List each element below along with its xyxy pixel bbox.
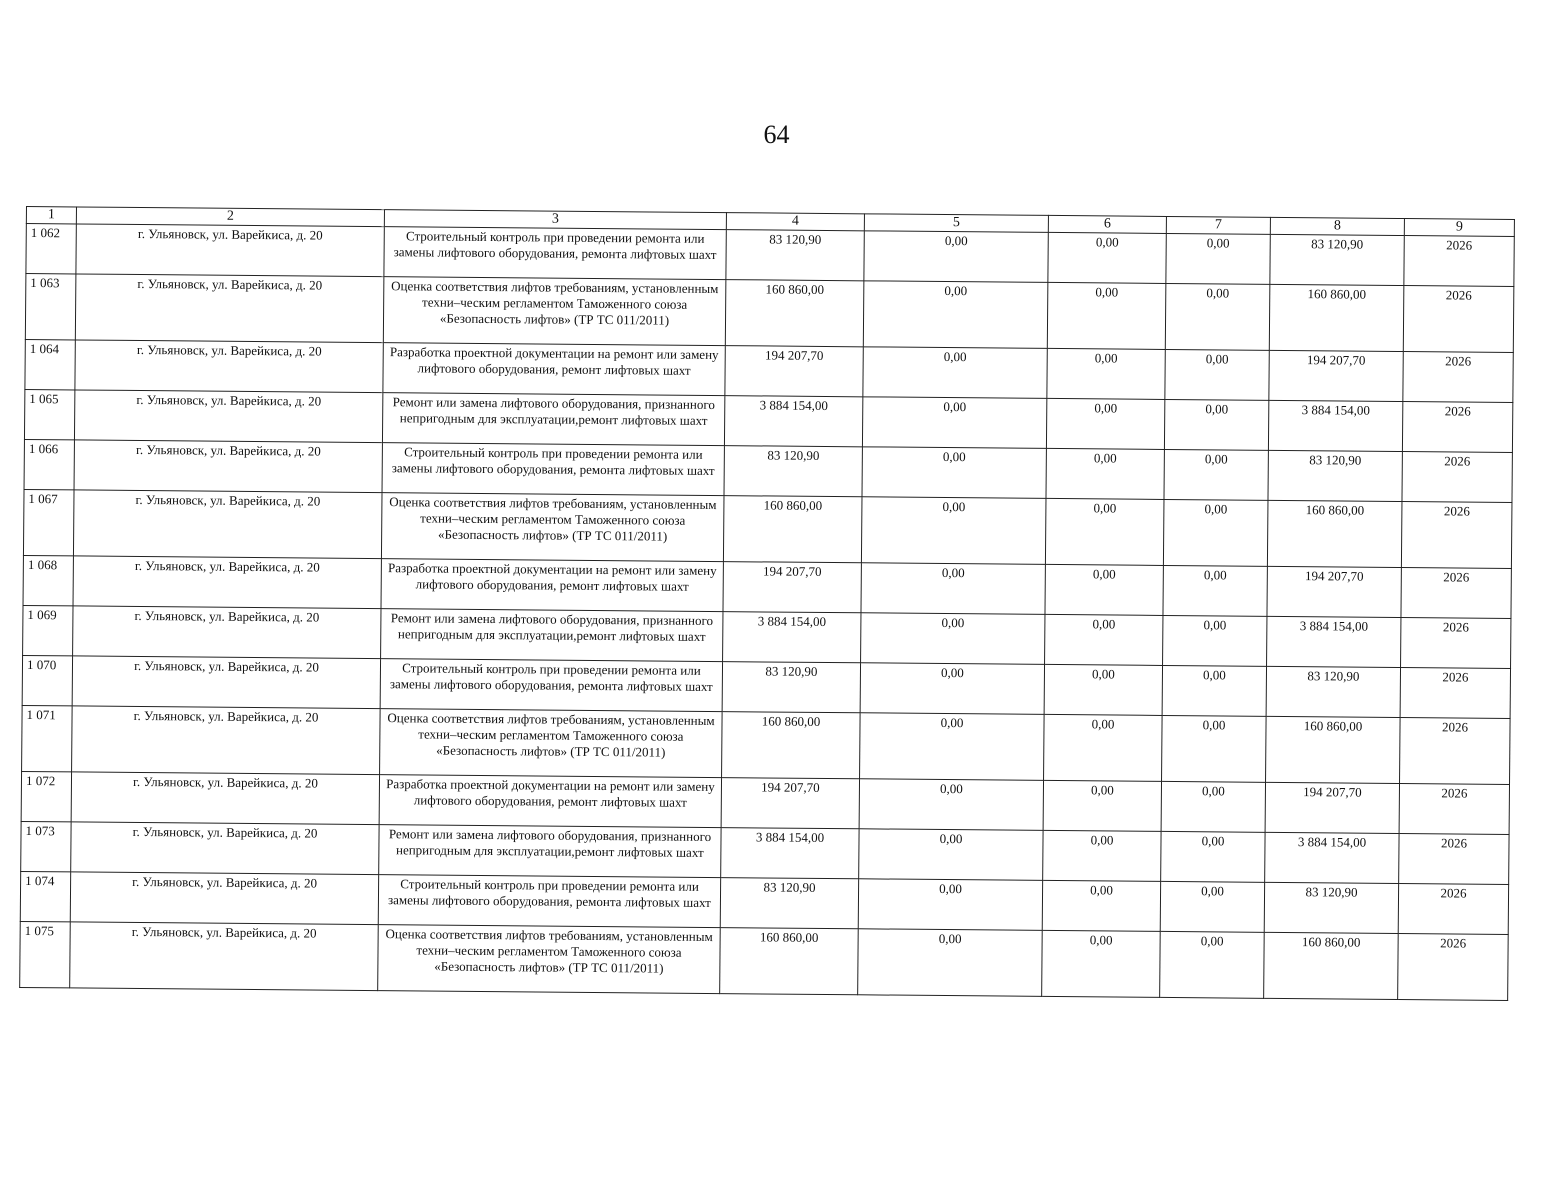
cell-year: 2026	[1401, 568, 1511, 619]
cell-address: г. Ульяновск, ул. Варейкиса, д. 20	[75, 340, 383, 393]
cell-number: 1 066	[24, 439, 74, 489]
cell-col-7: 0,00	[1161, 831, 1265, 882]
cell-address: г. Ульяновск, ул. Варейкиса, д. 20	[73, 606, 381, 659]
cell-address: г. Ульяновск, ул. Варейкиса, д. 20	[72, 656, 380, 709]
table-row	[20, 921, 1509, 1000]
cell-address: г. Ульяновск, ул. Варейкиса, д. 20	[74, 390, 382, 443]
cell-col-5: 0,00	[858, 879, 1042, 931]
cell-number: 1 074	[20, 871, 70, 921]
cell-col-5: 0,00	[862, 447, 1046, 499]
cell-address: г. Ульяновск, ул. Варейкиса, д. 20	[75, 274, 384, 343]
cell-col-5: 0,00	[859, 829, 1043, 881]
cell-col-4: 83 120,90	[724, 446, 862, 497]
cell-col-5: 0,00	[863, 281, 1048, 349]
cell-address: г. Ульяновск, ул. Варейкиса, д. 20	[72, 706, 381, 775]
cell-col-6: 0,00	[1043, 780, 1161, 831]
cell-col-4: 83 120,90	[720, 878, 858, 929]
cell-col-6: 0,00	[1046, 398, 1164, 449]
cell-year: 2026	[1402, 402, 1512, 453]
cell-col-5: 0,00	[859, 779, 1043, 831]
header-col-6: 6	[1048, 215, 1166, 233]
header-col-7: 7	[1166, 216, 1270, 234]
cell-col-8: 3 884 154,00	[1265, 832, 1399, 883]
cell-year: 2026	[1404, 236, 1514, 287]
cell-col-7: 0,00	[1166, 233, 1270, 284]
cell-col-6: 0,00	[1043, 830, 1161, 881]
cell-address: г. Ульяновск, ул. Варейкиса, д. 20	[70, 922, 379, 991]
cell-col-5: 0,00	[863, 347, 1047, 399]
header-col-5: 5	[864, 214, 1048, 233]
cell-year: 2026	[1400, 668, 1510, 719]
cell-col-8: 83 120,90	[1264, 882, 1398, 933]
header-col-8: 8	[1270, 217, 1404, 235]
cell-number: 1 071	[22, 705, 73, 771]
cell-address: г. Ульяновск, ул. Варейкиса, д. 20	[76, 224, 384, 277]
cell-work-description: Ремонт или замена лифтового оборудования, признанного непригодным для эксплуатации,ремонт лифтовых шахт	[382, 393, 724, 446]
cell-col-8: 83 120,90	[1270, 234, 1404, 285]
cell-year: 2026	[1399, 834, 1509, 885]
header-col-9: 9	[1404, 219, 1514, 237]
cell-col-4: 83 120,90	[726, 230, 864, 281]
cell-year: 2026	[1403, 286, 1514, 353]
cell-year: 2026	[1401, 618, 1511, 669]
cell-col-4: 194 207,70	[721, 778, 859, 829]
cell-work-description: Разработка проектной документации на ремонт или замену лифтового оборудования, ремонт лифтовых шахт	[379, 775, 721, 828]
cell-col-5: 0,00	[861, 497, 1046, 565]
cell-col-4: 160 860,00	[725, 280, 864, 347]
cell-col-4: 194 207,70	[723, 562, 861, 613]
cell-col-7: 0,00	[1161, 781, 1265, 832]
cell-year: 2026	[1401, 502, 1512, 569]
cell-col-6: 0,00	[1046, 448, 1164, 499]
cell-col-5: 0,00	[860, 663, 1044, 715]
cell-address: г. Ульяновск, ул. Варейкиса, д. 20	[71, 772, 379, 825]
table-body	[20, 224, 1515, 1001]
cell-col-8: 3 884 154,00	[1267, 616, 1401, 667]
cell-year: 2026	[1403, 352, 1513, 403]
cell-col-5: 0,00	[864, 231, 1048, 283]
header-col-3: 3	[384, 210, 726, 230]
cell-col-7: 0,00	[1163, 565, 1267, 616]
cell-work-description: Строительный контроль при проведении ремонта или замены лифтового оборудования, ремонта лифтовых шахт	[378, 875, 720, 928]
cell-col-6: 0,00	[1045, 614, 1163, 665]
cell-col-7: 0,00	[1162, 715, 1267, 782]
cell-number: 1 062	[26, 224, 76, 274]
cell-col-8: 160 860,00	[1264, 932, 1399, 999]
cell-col-6: 0,00	[1047, 282, 1166, 349]
cell-col-6: 0,00	[1047, 348, 1165, 399]
cell-col-7: 0,00	[1163, 615, 1267, 666]
cell-col-7: 0,00	[1160, 931, 1265, 998]
cell-col-6: 0,00	[1042, 880, 1160, 931]
cell-col-7: 0,00	[1164, 399, 1268, 450]
cell-col-6: 0,00	[1048, 232, 1166, 283]
cell-col-8: 160 860,00	[1267, 500, 1402, 567]
cell-work-description: Разработка проектной документации на ремонт или замену лифтового оборудования, ремонт лифтовых шахт	[381, 559, 723, 612]
cell-work-description: Разработка проектной документации на ремонт или замену лифтового оборудования, ремонт лифтовых шахт	[383, 343, 725, 396]
cell-col-5: 0,00	[862, 397, 1046, 449]
cell-col-4: 160 860,00	[723, 496, 862, 563]
cell-year: 2026	[1402, 452, 1512, 503]
cell-col-5: 0,00	[860, 713, 1045, 781]
cell-col-4: 3 884 154,00	[724, 396, 862, 447]
works-table	[19, 206, 1515, 1001]
cell-work-description: Строительный контроль при проведении ремонта или замены лифтового оборудования, ремонта лифтовых шахт	[380, 659, 722, 712]
cell-col-8: 194 207,70	[1267, 566, 1401, 617]
cell-col-8: 194 207,70	[1269, 350, 1403, 401]
cell-number: 1 072	[21, 771, 71, 821]
cell-number: 1 070	[22, 655, 72, 705]
cell-col-4: 3 884 154,00	[721, 828, 859, 879]
cell-address: г. Ульяновск, ул. Варейкиса, д. 20	[73, 556, 381, 609]
cell-col-6: 0,00	[1045, 564, 1163, 615]
cell-col-6: 0,00	[1045, 498, 1164, 565]
cell-col-8: 83 120,90	[1266, 666, 1400, 717]
cell-number: 1 067	[23, 489, 74, 555]
cell-col-7: 0,00	[1160, 881, 1264, 932]
cell-number: 1 064	[25, 339, 75, 389]
page-number: 64	[763, 120, 790, 149]
cell-work-description: Оценка соответствия лифтов требованиям, установленным техни–ческим регламентом Таможенного союза «Безопасность лифтов» (ТР ТС 011/2011)	[381, 493, 724, 562]
cell-year: 2026	[1398, 884, 1508, 935]
cell-number: 1 069	[23, 605, 73, 655]
cell-col-4: 160 860,00	[722, 712, 861, 779]
cell-address: г. Ульяновск, ул. Варейкиса, д. 20	[70, 872, 378, 925]
cell-col-7: 0,00	[1165, 349, 1269, 400]
cell-work-description: Оценка соответствия лифтов требованиям, установленным техни–ческим регламентом Таможенного союза «Безопасность лифтов» (ТР ТС 011/2011)	[378, 925, 721, 994]
cell-col-4: 160 860,00	[720, 928, 859, 995]
cell-col-5: 0,00	[858, 929, 1043, 997]
cell-work-description: Строительный контроль при проведении ремонта или замены лифтового оборудования, ремонта лифтовых шахт	[384, 227, 726, 280]
header-col-1: 1	[26, 207, 76, 224]
cell-work-description: Ремонт или замена лифтового оборудования, признанного непригодным для эксплуатации,ремонт лифтовых шахт	[379, 825, 721, 878]
cell-year: 2026	[1398, 934, 1509, 1001]
cell-year: 2026	[1399, 784, 1509, 835]
cell-year: 2026	[1400, 718, 1511, 785]
cell-number: 1 075	[20, 921, 71, 987]
cell-col-7: 0,00	[1163, 499, 1268, 566]
cell-col-5: 0,00	[861, 563, 1045, 615]
cell-col-7: 0,00	[1164, 449, 1268, 500]
cell-work-description: Строительный контроль при проведении ремонта или замены лифтового оборудования, ремонта лифтовых шахт	[382, 443, 724, 496]
cell-col-4: 194 207,70	[725, 346, 863, 397]
cell-work-description: Оценка соответствия лифтов требованиям, установленным техни–ческим регламентом Таможенного союза «Безопасность лифтов» (ТР ТС 011/2011)	[383, 277, 726, 346]
header-col-2: 2	[76, 207, 384, 227]
cell-col-6: 0,00	[1044, 714, 1163, 781]
cell-address: г. Ульяновск, ул. Варейкиса, д. 20	[71, 822, 379, 875]
cell-col-8: 83 120,90	[1268, 450, 1402, 501]
cell-col-8: 3 884 154,00	[1268, 400, 1402, 451]
cell-number: 1 065	[24, 389, 74, 439]
cell-col-7: 0,00	[1165, 283, 1270, 350]
cell-col-8: 194 207,70	[1265, 782, 1399, 833]
cell-col-4: 3 884 154,00	[723, 612, 861, 663]
cell-number: 1 063	[25, 274, 76, 340]
cell-col-6: 0,00	[1042, 930, 1161, 997]
cell-number: 1 073	[21, 821, 71, 871]
cell-col-4: 83 120,90	[722, 662, 860, 713]
cell-col-7: 0,00	[1162, 665, 1266, 716]
cell-address: г. Ульяновск, ул. Варейкиса, д. 20	[73, 490, 382, 559]
cell-col-8: 160 860,00	[1269, 284, 1404, 351]
cell-col-8: 160 860,00	[1266, 716, 1401, 783]
cell-col-6: 0,00	[1044, 664, 1162, 715]
cell-work-description: Ремонт или замена лифтового оборудования, признанного непригодным для эксплуатации,ремонт лифтовых шахт	[381, 609, 723, 662]
header-col-4: 4	[726, 213, 864, 231]
cell-address: г. Ульяновск, ул. Варейкиса, д. 20	[74, 440, 382, 493]
cell-work-description: Оценка соответствия лифтов требованиям, установленным техни–ческим регламентом Таможенного союза «Безопасность лифтов» (ТР ТС 011/2011)	[380, 709, 723, 778]
cell-number: 1 068	[23, 555, 73, 605]
cell-col-5: 0,00	[861, 613, 1045, 665]
